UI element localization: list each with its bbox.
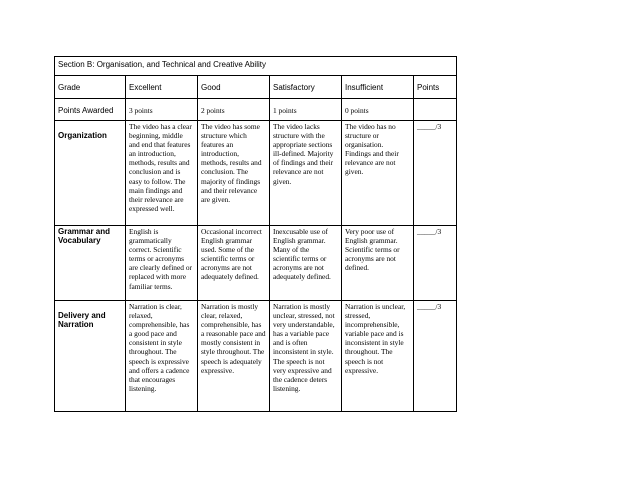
descriptor-insufficient: Very poor use of English grammar. Scientific terms or acronyms are not defined. [342,226,414,301]
section-title-row [55,57,457,76]
table-row [55,301,457,412]
points-awarded-label: Points Awarded [55,99,126,121]
descriptor-insufficient: Narration is unclear, stressed, incomprehensible, variable pace and is inconsistent in style throughout. The speech is not expressive. [342,301,414,412]
points-good: 2 points [198,99,270,121]
descriptor-insufficient: The video has no structure or organisation. Findings and their relevance are not given. [342,121,414,226]
points-blank [414,99,457,121]
descriptor-excellent: Narration is clear, relaxed, comprehensible, has a good pace and consistent in style throughout. The speech is expressive and offers a cadence that encourages listening. [126,301,198,412]
descriptor-satisfactory: Inexcusable use of English grammar. Many of the scientific terms or acronyms are not adequately defined. [270,226,342,301]
points-awarded-row [55,99,457,121]
header-satisfactory: Satisfactory [270,76,342,99]
header-insufficient: Insufficient [342,76,414,99]
header-good: Good [198,76,270,99]
header-grade: Grade [55,76,126,99]
header-row [55,76,457,99]
points-insufficient: 0 points [342,99,414,121]
descriptor-satisfactory: The video lacks structure with the appropriate sections ill-defined. Majority of findings and their relevance are not given. [270,121,342,226]
table-row [55,121,457,226]
section-title: Section B: Organisation, and Technical and Creative Ability [55,57,457,76]
score-field[interactable]: _____/3 [414,121,457,226]
header-excellent: Excellent [126,76,198,99]
criterion-label: Grammar and Vocabulary [55,226,126,301]
descriptor-excellent: The video has a clear beginning, middle and end that features an introduction, methods, results and conclusion and is easy to follow. The main findings and their relevance are expressed well. [126,121,198,226]
criterion-label: Delivery and Narration [55,301,126,412]
descriptor-excellent: English is grammatically correct. Scientific terms or acronyms are clearly defined or replaced with more familiar terms. [126,226,198,301]
descriptor-good: The video has some structure which features an introduction, methods, results and conclusion. The majority of findings and their relevance are given. [198,121,270,226]
points-satisfactory: 1 points [270,99,342,121]
header-points: Points [414,76,457,99]
criterion-label: Organization [55,121,126,226]
descriptor-good: Narration is mostly clear, relaxed, comprehensible, has a reasonable pace and mostly consistent in style throughout. The speech is adequately expressive. [198,301,270,412]
rubric-table [54,56,457,412]
points-excellent: 3 points [126,99,198,121]
score-field[interactable]: _____/3 [414,226,457,301]
score-field[interactable]: _____/3 [414,301,457,412]
descriptor-good: Occasional incorrect English grammar used. Some of the scientific terms or acronyms are not adequately defined. [198,226,270,301]
descriptor-satisfactory: Narration is mostly unclear, stressed, not very understandable, has a variable pace and is often inconsistent in style. The speech is not very expressive and the cadence deters listening. [270,301,342,412]
table-row [55,226,457,301]
